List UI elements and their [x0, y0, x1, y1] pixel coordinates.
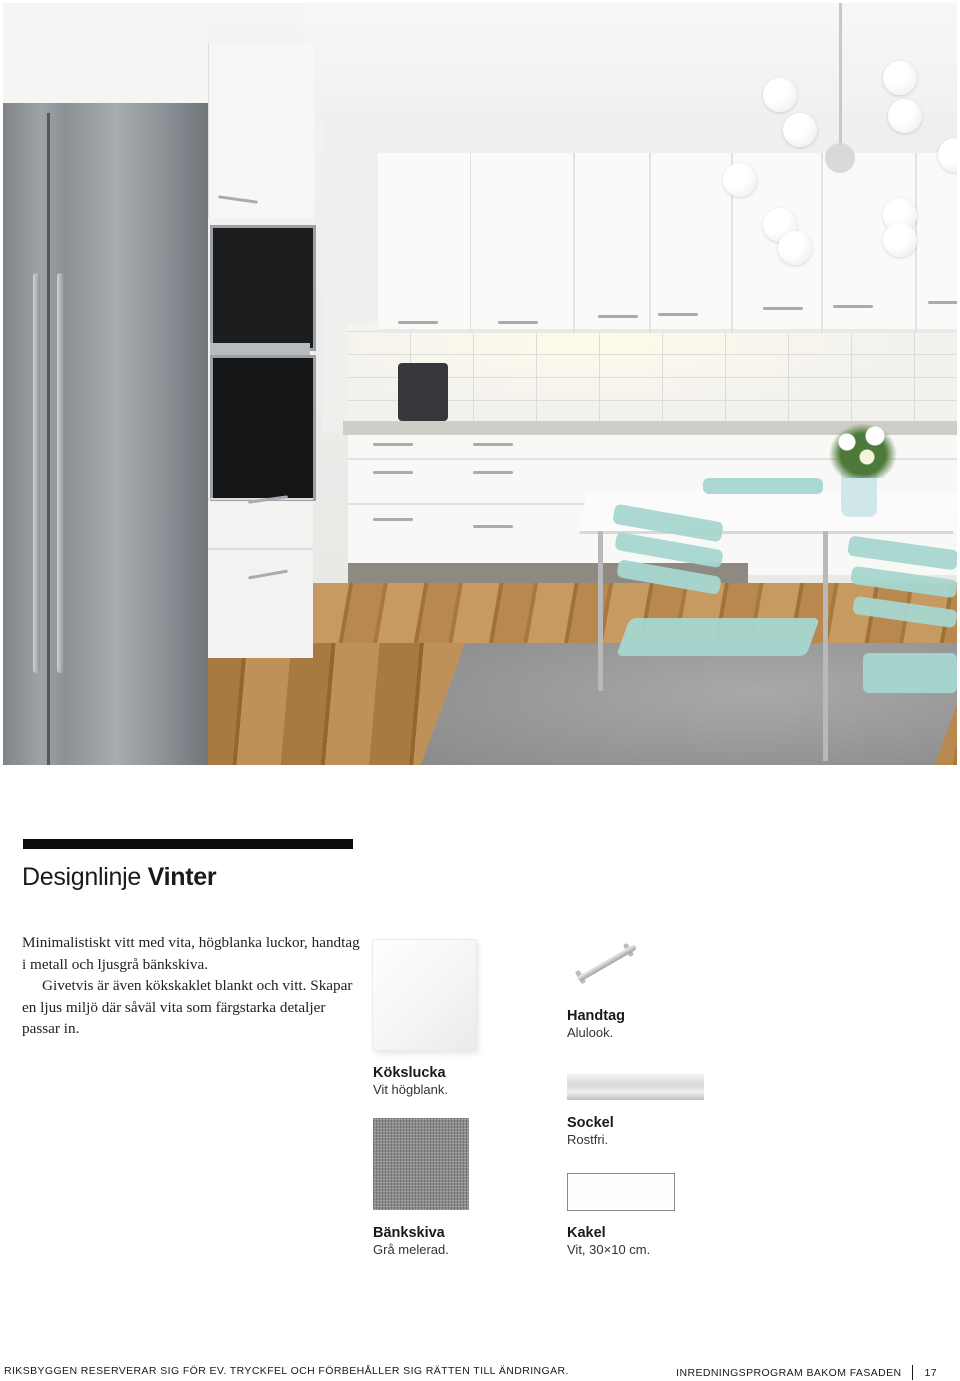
bankskiva-name: Bänkskiva	[373, 1225, 445, 1241]
title-prefix: Designlinje	[22, 863, 141, 891]
handtag-label	[567, 1008, 625, 1041]
kitchen-photo	[3, 3, 957, 765]
kakel-swatch	[567, 1173, 675, 1211]
intro-text	[22, 932, 362, 1040]
bankskiva-swatch	[373, 1118, 469, 1210]
kokslucka-name: Kökslucka	[373, 1065, 446, 1081]
intro-paragraph-1: Minimalistiskt vitt med vita, högblanka luckor, handtag i metall och ljusgrå bänkskiva.	[22, 934, 360, 973]
sockel-name: Sockel	[567, 1115, 614, 1131]
footer-disclaimer: RIKSBYGGEN RESERVERAR SIG FÖR EV. TRYCKFEL OCH FÖRBEHÅLLER SIG RÄTTEN TILL ÄNDRINGAR.	[4, 1365, 569, 1377]
kokslucka-desc: Vit högblank.	[373, 1082, 448, 1097]
handtag-swatch	[566, 930, 646, 995]
handtag-name: Handtag	[567, 1008, 625, 1024]
sockel-desc: Rostfri.	[567, 1132, 609, 1147]
page-title	[22, 860, 216, 894]
sockel-label	[567, 1115, 614, 1148]
kokslucka-label	[373, 1065, 448, 1098]
page-number: 17	[924, 1366, 937, 1379]
footer-program: INREDNINGSPROGRAM BAKOM FASADEN	[676, 1366, 902, 1379]
sockel-swatch	[567, 1073, 704, 1100]
title-name: Vinter	[147, 863, 217, 891]
kokslucka-swatch	[373, 940, 476, 1050]
bankskiva-desc: Grå melerad.	[373, 1242, 449, 1257]
footer-divider	[912, 1365, 913, 1380]
handtag-desc: Alulook.	[567, 1025, 614, 1040]
kakel-label	[567, 1225, 650, 1258]
bankskiva-label	[373, 1225, 449, 1258]
title-rule	[23, 839, 353, 849]
intro-paragraph-2: Givetvis är även kökskaklet blankt och vitt. Skapar en ljus miljö där såväl vita som färgstarka detaljer passar in.	[22, 977, 353, 1037]
footer-right	[676, 1365, 937, 1380]
kakel-desc: Vit, 30×10 cm.	[567, 1242, 651, 1257]
kakel-name: Kakel	[567, 1225, 606, 1241]
